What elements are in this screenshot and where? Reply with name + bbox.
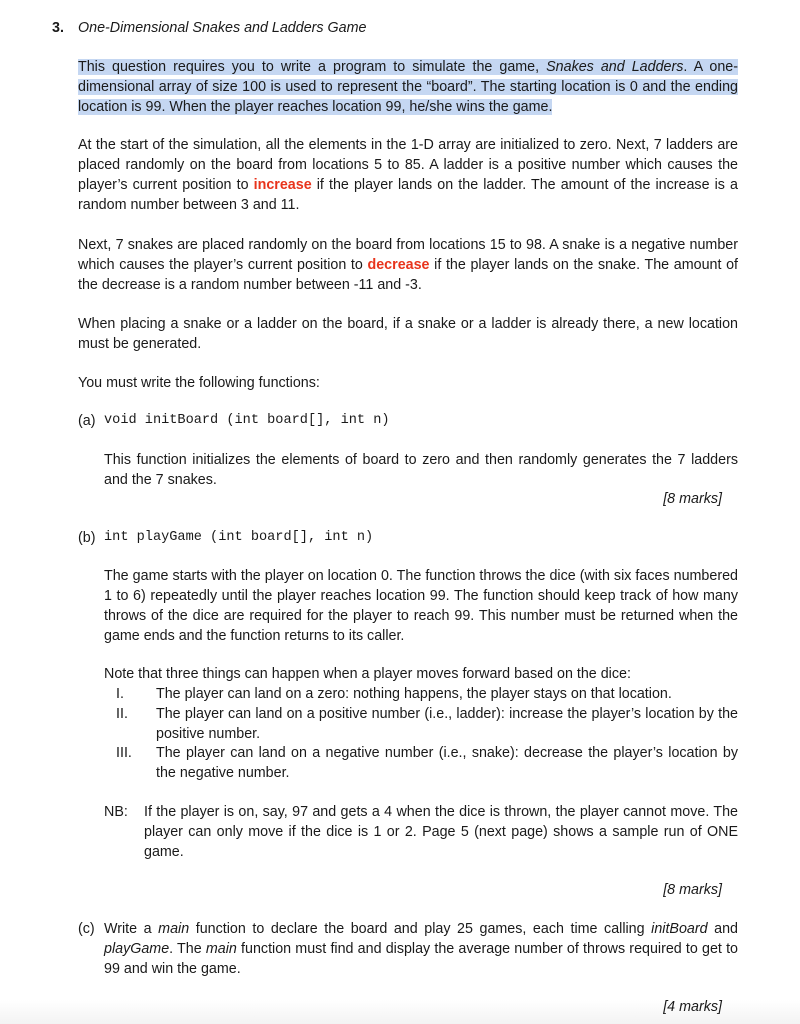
part-b-label: (b) (78, 530, 96, 546)
nb-label: NB: (104, 804, 128, 820)
ladders-paragraph: At the start of the simulation, all the elements in the 1-D array are initialized to zero. Next, 7 ladders are placed randomly on the board from locations 5 to 85. A ladder is a positive number which causes the player’s current position to increase if the player lands on the ladder. The amount of the increase is a random number between 3 and 11. (78, 137, 739, 213)
nb-text: If the player is on, say, 97 and gets a 4 when the dice is thrown, the player cannot move. The player can only move if the dice is 1 or 2. Page 5 (next page) shows a sample run of ONE game. (144, 804, 738, 860)
list-item-text: The player can land on a negative number (i.e., snake): decrease the player’s location by the negative number. (156, 745, 738, 781)
part-b-signature: int playGame (int board[], int n) (104, 530, 374, 545)
question-number: 3. (52, 20, 64, 36)
part-c-description: Write a main function to declare the board and play 25 games, each time calling initBoard and playGame. The main function must find and display the average number of throws required to get to 99 and win the game. (104, 921, 739, 977)
part-b-note-intro: Note that three things can happen when a player moves forward based on the dice: (104, 666, 631, 682)
part-a-signature: void initBoard (int board[], int n) (104, 413, 390, 428)
list-item-number: I. (116, 686, 124, 702)
part-c-label: (c) (78, 921, 95, 937)
part-a-description: This function initializes the elements of board to zero and then randomly generates the 7 ladders and the 7 snakes. (104, 452, 738, 488)
part-c-marks: [4 marks] (663, 999, 722, 1015)
list-item-number: II. (116, 706, 128, 722)
list-item-number: III. (116, 745, 132, 761)
snakes-paragraph: Next, 7 snakes are placed randomly on the board from locations 15 to 98. A snake is a negative number which causes the player’s current position to decrease if the player lands on the snake. The amount of the decrease is a random number between -11 and -3. (78, 237, 739, 293)
list-item-text: The player can land on a positive number (i.e., ladder): increase the player’s location by the positive number. (156, 706, 738, 742)
question-title: One-Dimensional Snakes and Ladders Game (78, 20, 367, 36)
placing-paragraph: When placing a snake or a ladder on the board, if a snake or a ladder is already there, a new location must be generated. (78, 316, 738, 352)
must-write-text: You must write the following functions: (78, 375, 320, 391)
intro-paragraph: This question requires you to write a program to simulate the game, Snakes and Ladders. A one-dimensional array of size 100 is used to represent the “board”. The starting location is 0 and the ending location is 99. When the player reaches location 99, he/she wins the game. (78, 59, 739, 115)
part-a-label: (a) (78, 413, 96, 429)
decrease-keyword: decrease (367, 257, 430, 273)
part-b-marks: [8 marks] (663, 882, 722, 898)
increase-keyword: increase (253, 177, 312, 193)
part-a-marks: [8 marks] (663, 491, 722, 507)
list-item-text: The player can land on a zero: nothing happens, the player stays on that location. (156, 686, 672, 702)
part-b-description: The game starts with the player on location 0. The function throws the dice (with six faces numbered 1 to 6) repeatedly until the player reaches location 99. The function should keep track of how many throws of the dice are required for the player to reach 99. This number must be returned when the game ends and the function returns to its caller. (104, 568, 738, 644)
